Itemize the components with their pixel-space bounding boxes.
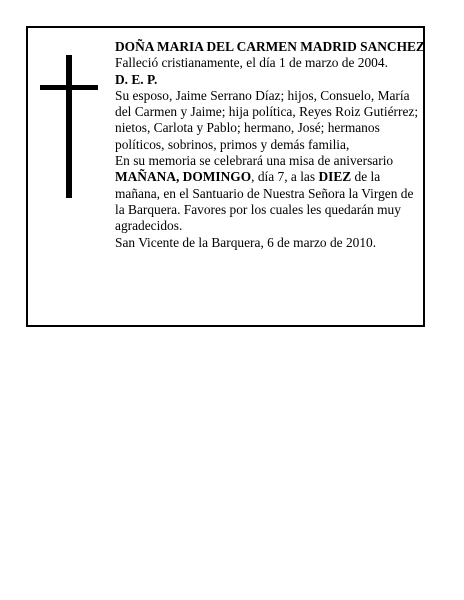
obituary-notice: [26, 26, 425, 327]
cross-vertical-bar: [66, 55, 72, 198]
mass-intro: En su memoria se celebrará una misa de aniversario: [115, 153, 394, 169]
mass-time: DIEZ: [318, 169, 352, 185]
place-date: San Vicente de la Barquera, 6 de marzo de 2010.: [115, 234, 377, 250]
mass-paragraph: [115, 153, 425, 234]
deceased-name: DOÑA MARIA DEL CARMEN MADRID SANCHEZ: [115, 39, 425, 54]
mass-rest: de la mañana, en el Santuario de Nuestra Señora la Virgen de la Barquera. Favores por los cuales les quedarán muy agradecidos.: [115, 169, 414, 234]
cross-icon: [40, 55, 98, 198]
death-statement: Falleció cristianamente, el día 1 de marzo de 2004.: [115, 55, 388, 71]
family-paragraph: Su esposo, Jaime Serrano Díaz; hijos, Consuelo, María del Carmen y Jaime; hija política, Reyes Roiz Gutiérrez; nietos, Carlota y Pablo; hermano, José; hermanos políticos, sobrinos, primos y demás familia,: [115, 87, 419, 152]
rip-line: D. E. P.: [115, 71, 158, 87]
notice-text: [115, 39, 425, 251]
cross-horizontal-bar: [40, 85, 98, 90]
mass-day: MAÑANA, DOMINGO: [115, 169, 252, 185]
mass-mid: , día 7, a las: [251, 169, 319, 185]
